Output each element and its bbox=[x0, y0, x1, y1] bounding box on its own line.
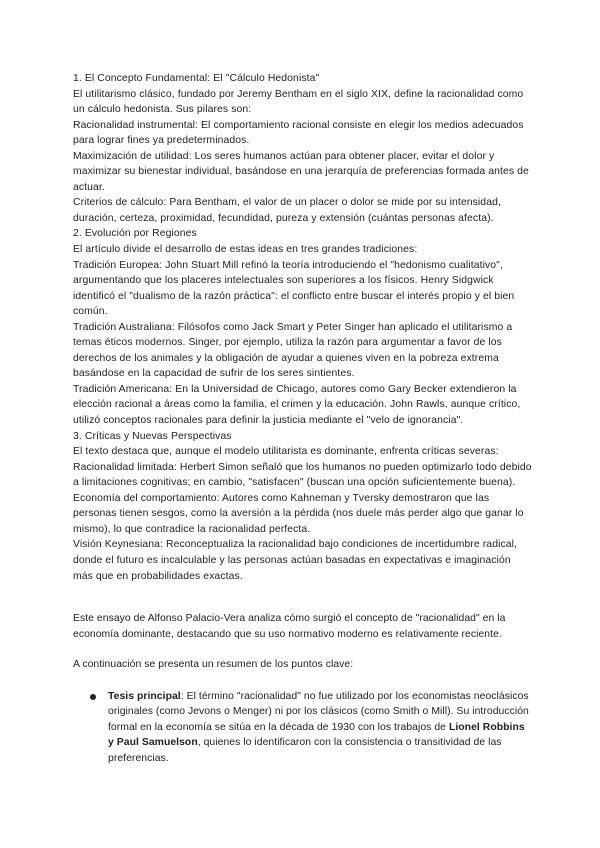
paragraph-utilitarismo-clasico: El utilitarismo clásico, fundado por Jeremy Bentham en el siglo XIX, define la racionalidad como un cálculo hedonista. Sus pilares son: bbox=[73, 88, 524, 116]
paragraph-tradicion-australiana: Tradición Australiana: Filósofos como Jack Smart y Peter Singer han aplicado el utilitarismo a temas éticos modernos. Singer, por ejemplo, utiliza la razón para argumentar a favor de los derechos de los animales y la obligación de ayudar a quienes viven en la pobreza extrema basándose en la capacidad de sufrir de los seres sintientes. bbox=[73, 321, 513, 380]
paragraph-racionalidad-limitada: Racionalidad limitada: Herbert Simon señaló que los humanos no pueden optimizarlo todo debido a limitaciones cognitivas; en cambio, "satisfacen" (buscan una opción suficientemente buena). bbox=[73, 461, 532, 489]
paragraph-criterios-calculo: Criterios de cálculo: Para Bentham, el valor de un placer o dolor se mide por su intensidad, duración, certeza, proximidad, fecundidad, pureza y extensión (cuántas personas afecta). bbox=[73, 197, 501, 224]
paragraph-key-points-lead: A continuación se presenta un resumen de los puntos clave: bbox=[73, 659, 354, 671]
summary-section bbox=[73, 71, 533, 584]
heading-evolucion-regiones: 2. Evolución por Regiones bbox=[73, 228, 197, 240]
bullet-text-part2: , quienes lo identificaron con la consistencia o transitividad de las preferencias. bbox=[108, 737, 502, 764]
paragraph-vision-keynesiana: Visión Keynesiana: Reconceptualiza la racionalidad bajo condiciones de incertidumbre radical, donde el futuro es incalculable y las personas actúan basadas en expectativas e imaginación más que en probabilidades exactas. bbox=[73, 539, 518, 582]
paragraph-economia-comportamiento: Economía del comportamiento: Autores como Kahneman y Tversky demostraron que las personas tienen sesgos, como la aversión a la pérdida (nos duele más perder algo que ganar lo mismo), lo que contradice la racionalidad perfecta. bbox=[73, 492, 524, 535]
bullet-text-part1: : El término "racionalidad" no fue utilizado por los economistas neoclásicos originales (como Jevons o Menger) ni por los clásicos (como Smith o Mill). Su introducción formal en la economía se sitúa en la década de 1930 con los trabajos de bbox=[108, 690, 529, 733]
essay-summary-section bbox=[73, 611, 533, 766]
paragraph-tres-tradiciones: El artículo divide el desarrollo de estas ideas en tres grandes tradiciones: bbox=[73, 244, 418, 256]
heading-criticas-perspectivas: 3. Críticas y Nuevas Perspectivas bbox=[73, 430, 232, 442]
paragraph-tradicion-europea: Tradición Europea: John Stuart Mill refinó la teoría introduciendo el "hedonismo cualitativo", argumentando que los placeres intelectuales son superiores a los físicos. Henry Sidgwick identificó el "dualismo de la razón práctica": el conflicto entre buscar el interés propio y el bien común. bbox=[73, 259, 515, 318]
paragraph-criticas-severas: El texto destaca que, aunque el modelo utilitarista es dominante, enfrenta críticas severas: bbox=[73, 446, 499, 458]
list-item bbox=[73, 689, 533, 767]
key-points-list bbox=[73, 689, 533, 767]
paragraph-racionalidad-instrumental: Racionalidad instrumental: El comportamiento racional consiste en elegir los medios adecuados para lograr fines ya predeterminados. bbox=[73, 119, 524, 147]
paragraph-essay-intro: Este ensayo de Alfonso Palacio-Vera analiza cómo surgió el concepto de "racionalidad" en la economía dominante, destacando que su uso normativo moderno es relativamente reciente. bbox=[73, 613, 506, 640]
bullet-names: Lionel Robbins y Paul Samuelson bbox=[108, 721, 525, 749]
bullet-icon bbox=[90, 694, 96, 700]
bullet-label: Tesis principal bbox=[108, 690, 181, 702]
paragraph-maximizacion-utilidad: Maximización de utilidad: Los seres humanos actúan para obtener placer, evitar el dolor y maximizar su bienestar individual, basándose en una jerarquía de preferencias formada antes de actuar. bbox=[73, 150, 529, 193]
heading-concepto-fundamental: 1. El Concepto Fundamental: El "Cálculo Hedonista" bbox=[73, 73, 320, 84]
paragraph-tradicion-americana: Tradición Americana: En la Universidad de Chicago, autores como Gary Becker extendieron la elección racional a áreas como la familia, el crimen y la educación. John Rawls, aunque crítico, utilizó conceptos racionales para definir la justicia mediante el "velo de ignorancia". bbox=[73, 383, 521, 427]
